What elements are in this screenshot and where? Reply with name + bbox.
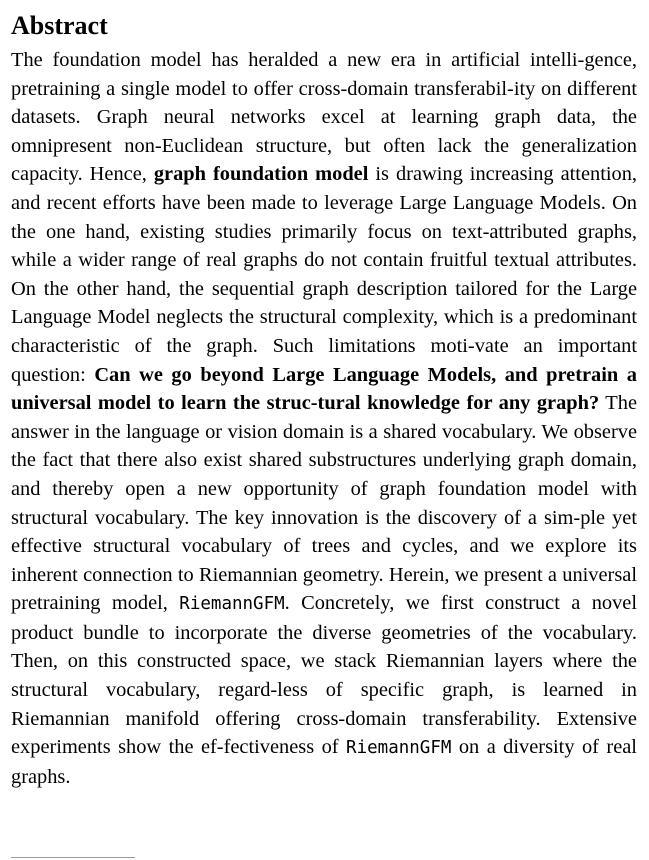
section-heading: Abstract (11, 11, 108, 40)
abstract-text-run: The answer in the language or vision domain is a shared vocabulary. We observe the fact that there also exist shared substructures underlying graph domain, and thereby open a new opportunity of graph foundation model with structural vocabulary. The key innovation is the discovery of a sim-ple yet effective structural vocabulary of trees and cycles, and we explore its inherent connection to Riemannian geometry. Herein, we present a universal pretraining model, (11, 392, 637, 615)
model-name: RiemannGFM (179, 594, 285, 615)
model-name: RiemannGFM (346, 738, 452, 759)
abstract-section (11, 11, 637, 791)
abstract-bold-term: graph foundation model (153, 163, 369, 186)
abstract-text-run: The foundation model has heralded a new era in artificial intelli-gence, pretraining a single model to offer cross-domain transferabil-ity on different datasets. Graph neural networks excel at learning graph data, the omnipresent non-Euclidean structure, but often lack the generalization capacity. Hence, (11, 49, 637, 186)
abstract-paragraph (11, 46, 637, 791)
abstract-text-run: is drawing increasing attention, and recent efforts have been made to leverage Large Language Models. On the one hand, existing studies primarily focus on text-attributed graphs, while a wider range of real graphs do not contain fruitful textual attributes. On the other hand, the sequential graph description tailored for the Large Language Model neglects the structural complexity, which is a predominant characteristic of the graph. Such limitations moti-vate an important question: (11, 163, 638, 386)
abstract-text-run: on a diversity of real graphs. (11, 736, 637, 788)
abstract-bold-question: Can we go beyond Large Language Models, and pretrain a universal model to learn the struc-tural knowledge for any graph? (11, 363, 637, 415)
abstract-text-run: . Concretely, we first construct a novel product bundle to incorporate the diverse geometries of the vocabulary. Then, on this constructed space, we stack Riemannian layers where the structural vocabulary, regard-less of specific graph, is learned in Riemannian manifold offering cross-domain transferability. Extensive experiments show the ef-fectiveness of (11, 592, 637, 759)
footnote-rule (11, 857, 135, 858)
